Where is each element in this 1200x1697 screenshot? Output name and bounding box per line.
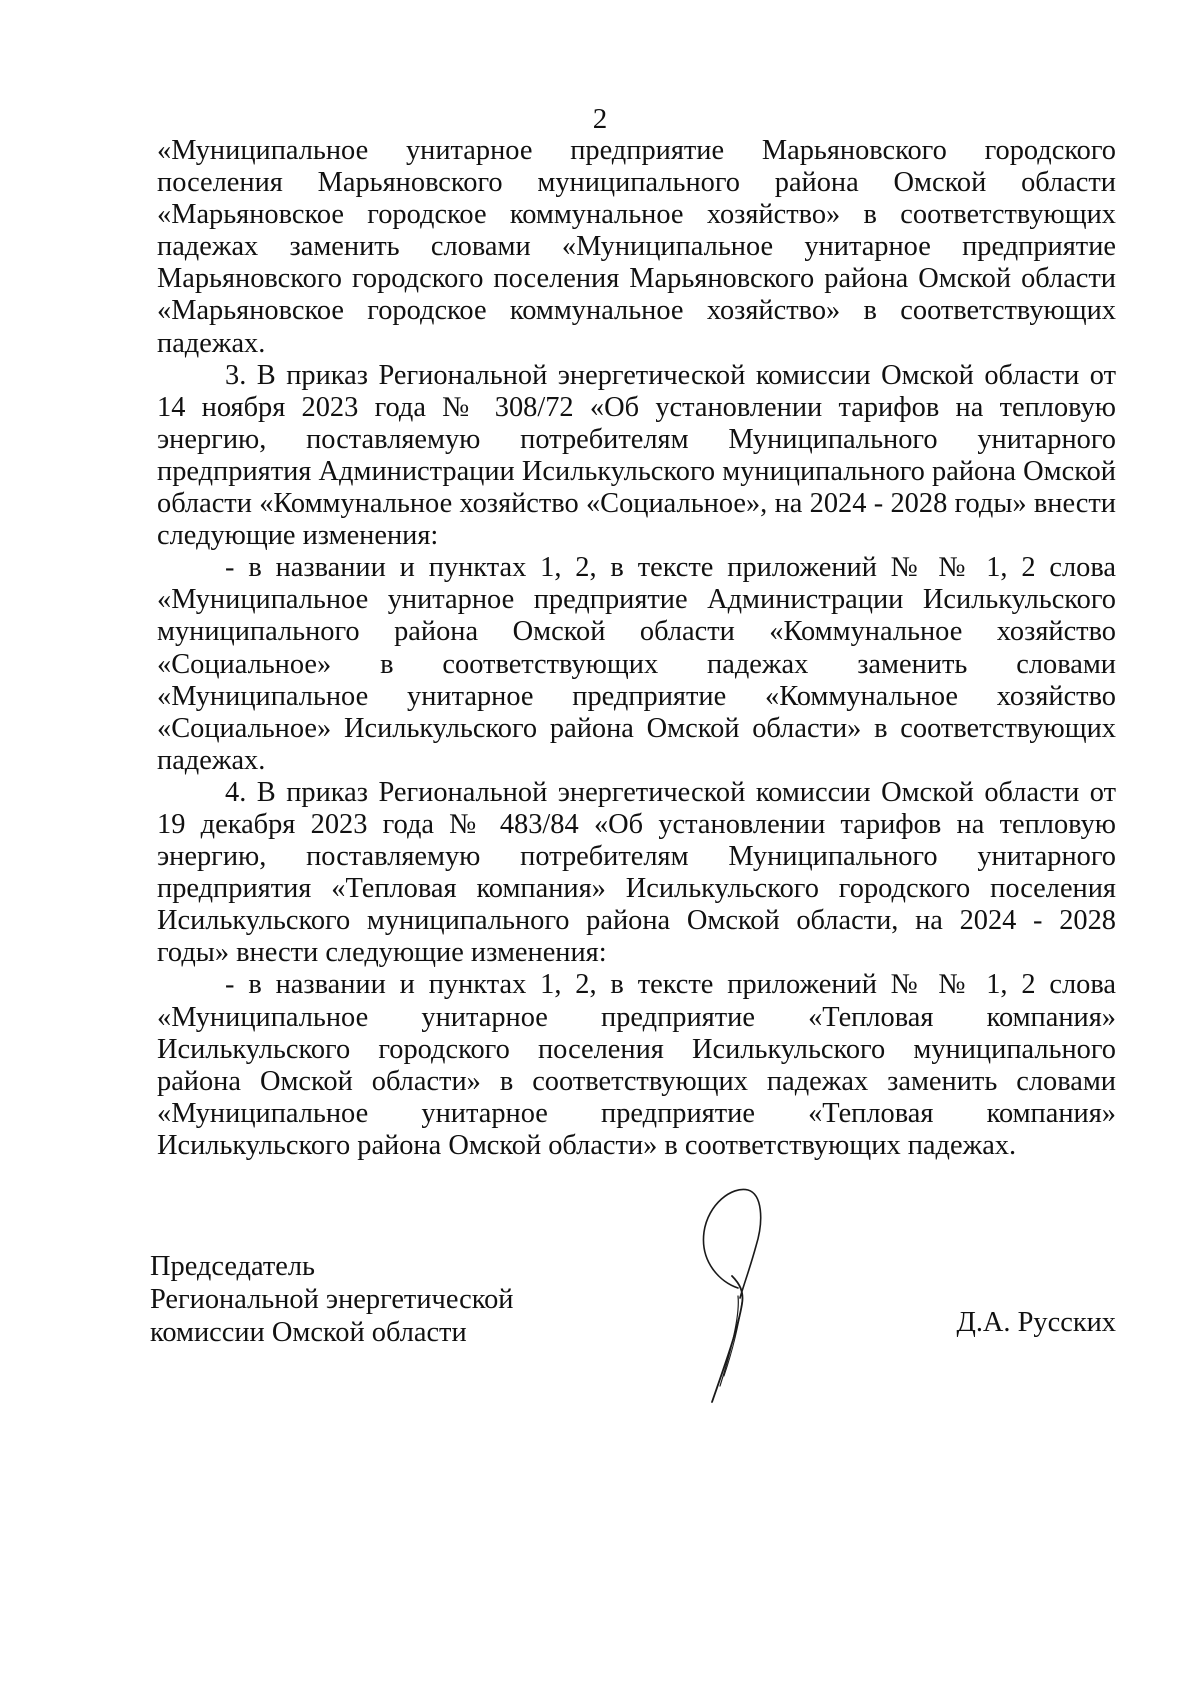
document-body [157, 135, 1116, 1162]
paragraph-continuation: «Муниципальное унитарное предприятие Марьяновского городского поселения Марьяновского муниципального района Омской области «Марьяновское городское коммунальное хозяйство» в соответствующих падежах заменить словами «Муниципальное унитарное предприятие Марьяновского городского поселения Марьяновского района Омской области «Марьяновское городское коммунальное хозяйство» в соответствующих падежах. [157, 135, 1116, 359]
signatory-name: Д.А. Русских [956, 1307, 1116, 1338]
signatory-title-line: Региональной энергетической [150, 1284, 514, 1315]
handwritten-signature-icon [680, 1180, 810, 1410]
signatory-title-line: комиссии Омской области [150, 1317, 467, 1348]
paragraph-item-3: 3. В приказ Региональной энергетической комиссии Омской области от 14 ноября 2023 года № 308/72 «Об установлении тарифов на тепловую энергию, поставляемую потребителям Муниципального унитарного предприятия Администрации Исилькульского муниципального района Омской области «Коммунальное хозяйство «Социальное», на 2024 - 2028 годы» внести следующие изменения: [157, 359, 1116, 552]
signatory-title [150, 1250, 550, 1349]
paragraph-item-4: 4. В приказ Региональной энергетической комиссии Омской области от 19 декабря 2023 года № 483/84 «Об установлении тарифов на тепловую энергию, поставляемую потребителям Муниципального унитарного предприятия «Тепловая компания» Исилькульского городского поселения Исилькульского муниципального района Омской области, на 2024 - 2028 годы» внести следующие изменения: [157, 776, 1116, 969]
paragraph-item-4-change: - в названии и пунктах 1, 2, в тексте приложений № № 1, 2 слова «Муниципальное унитарное предприятие «Тепловая компания» Исилькульского городского поселения Исилькульского муниципального района Омской области» в соответствующих падежах заменить словами «Муниципальное унитарное предприятие «Тепловая компания» Исилькульского района Омской области» в соответствующих падежах. [157, 969, 1116, 1161]
page-number: 2 [592, 103, 608, 135]
paragraph-item-3-change: - в названии и пунктах 1, 2, в тексте приложений № № 1, 2 слова «Муниципальное унитарное предприятие Администрации Исилькульского муниципального района Омской области «Коммунальное хозяйство «Социальное» в соответствующих падежах заменить словами «Муниципальное унитарное предприятие «Коммунальное хозяйство «Социальное» Исилькульского района Омской области» в соответствующих падежах. [157, 552, 1116, 776]
signatory-title-line: Председатель [150, 1251, 315, 1282]
